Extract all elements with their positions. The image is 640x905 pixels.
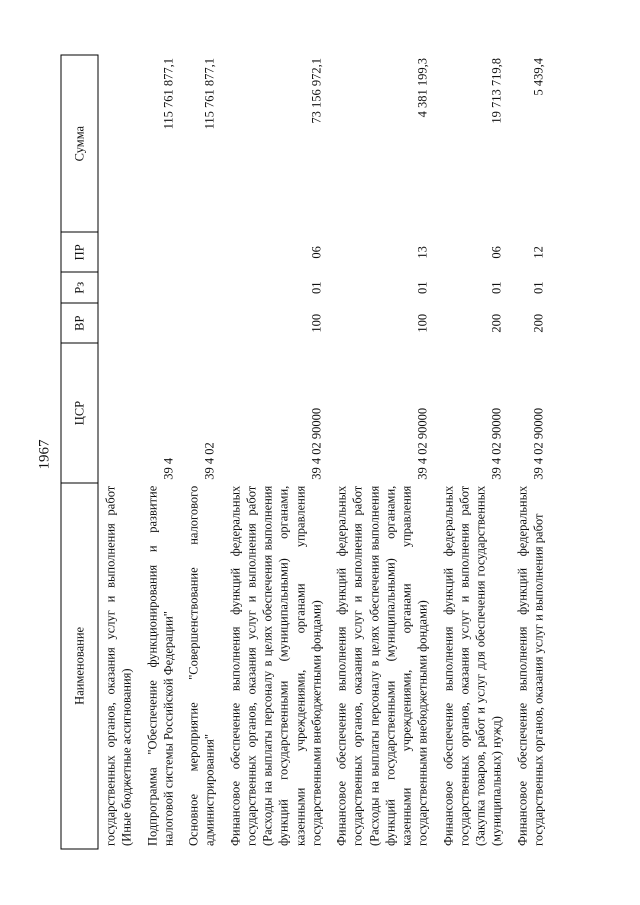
row-csr (98, 343, 140, 482)
table-row (140, 55, 182, 849)
table-row (181, 55, 223, 849)
page-number: 1967 (36, 439, 53, 470)
header-rz: Рз (61, 272, 98, 303)
header-pr: ПР (61, 232, 98, 272)
row-vr: 100 (308, 313, 323, 333)
row-sum: 5 439,4 (530, 58, 545, 96)
row-sum: 73 156 972,1 (308, 58, 323, 124)
table-row (329, 55, 436, 849)
table-header-row (61, 55, 98, 849)
row-csr: 39 4 02 90000 (530, 407, 545, 480)
row-rz: 01 (489, 281, 504, 295)
row-vr (181, 303, 223, 343)
row-name: Финансовое обеспечение выполнения функций федеральных государственных органов, оказания услуг и выполнения работ (Закупка товаров, работ и услуг для обеспечения государственных (муниципальных) нужд) (440, 485, 504, 846)
row-name: Финансовое обеспечение выполнения функций федеральных государственных органов, оказания услуг и выполнения работ (Расходы на выплаты персоналу в целях обеспечения выполнения функций государственными (муниципальными) органами, казенными учреждениями, органами управления государственными внебюджетными фондами) (227, 485, 323, 846)
header-sum: Сумма (61, 55, 98, 232)
table-row (98, 55, 140, 849)
row-sum: 115 761 877,1 (202, 58, 217, 130)
row-rz: 01 (308, 281, 323, 295)
row-csr: 39 4 02 (202, 442, 217, 480)
table-row (436, 55, 510, 849)
row-name: Финансовое обеспечение выполнения функций федеральных государственных органов, оказания услуг и выполнения работ (514, 485, 545, 846)
header-vr: ВР (61, 303, 98, 343)
row-pr: 13 (415, 246, 430, 259)
row-pr (181, 232, 223, 272)
row-rz (98, 272, 140, 303)
table-row (510, 55, 552, 849)
row-vr: 200 (530, 313, 545, 333)
row-rz (140, 272, 182, 303)
row-csr: 39 4 (160, 457, 175, 480)
row-vr (140, 303, 182, 343)
row-pr (98, 232, 140, 272)
row-sum: 4 381 199,3 (415, 58, 430, 118)
row-rz (181, 272, 223, 303)
row-csr: 39 4 02 90000 (308, 407, 323, 480)
row-name: Финансовое обеспечение выполнения функций федеральных государственных органов, оказания услуг и выполнения работ (Расходы на выплаты персоналу в целях обеспечения выполнения функций государственными (муниципальными) органами, казенными учреждениями, органами управления государственными внебюджетными фондами) (334, 485, 430, 846)
row-csr: 39 4 02 90000 (489, 407, 504, 480)
row-sum: 115 761 877,1 (160, 58, 175, 130)
row-pr: 06 (489, 246, 504, 259)
row-pr: 06 (308, 246, 323, 259)
row-rz: 01 (530, 281, 545, 295)
header-name: Наименование (61, 483, 98, 849)
row-name: Подпрограмма "Обеспечение функционирования и развитие налоговой системы Российской Федерации" (144, 485, 175, 846)
row-vr (98, 303, 140, 343)
rotated-table-container (60, 55, 580, 850)
row-name: государственных органов, оказания услуг и выполнения работ (Иные бюджетные ассигнования) (103, 485, 134, 846)
header-csr: ЦСР (61, 343, 98, 482)
table-row (223, 55, 330, 849)
row-vr: 200 (489, 313, 504, 333)
budget-table (60, 55, 551, 850)
row-csr: 39 4 02 90000 (415, 407, 430, 480)
row-rz: 01 (415, 281, 430, 295)
row-pr: 12 (530, 246, 545, 259)
row-sum (98, 55, 140, 232)
row-vr: 100 (415, 313, 430, 333)
row-name: Основное мероприятие "Совершенствование налогового администрирования" (186, 485, 217, 846)
row-sum: 19 713 719,8 (489, 58, 504, 124)
row-pr (140, 232, 182, 272)
